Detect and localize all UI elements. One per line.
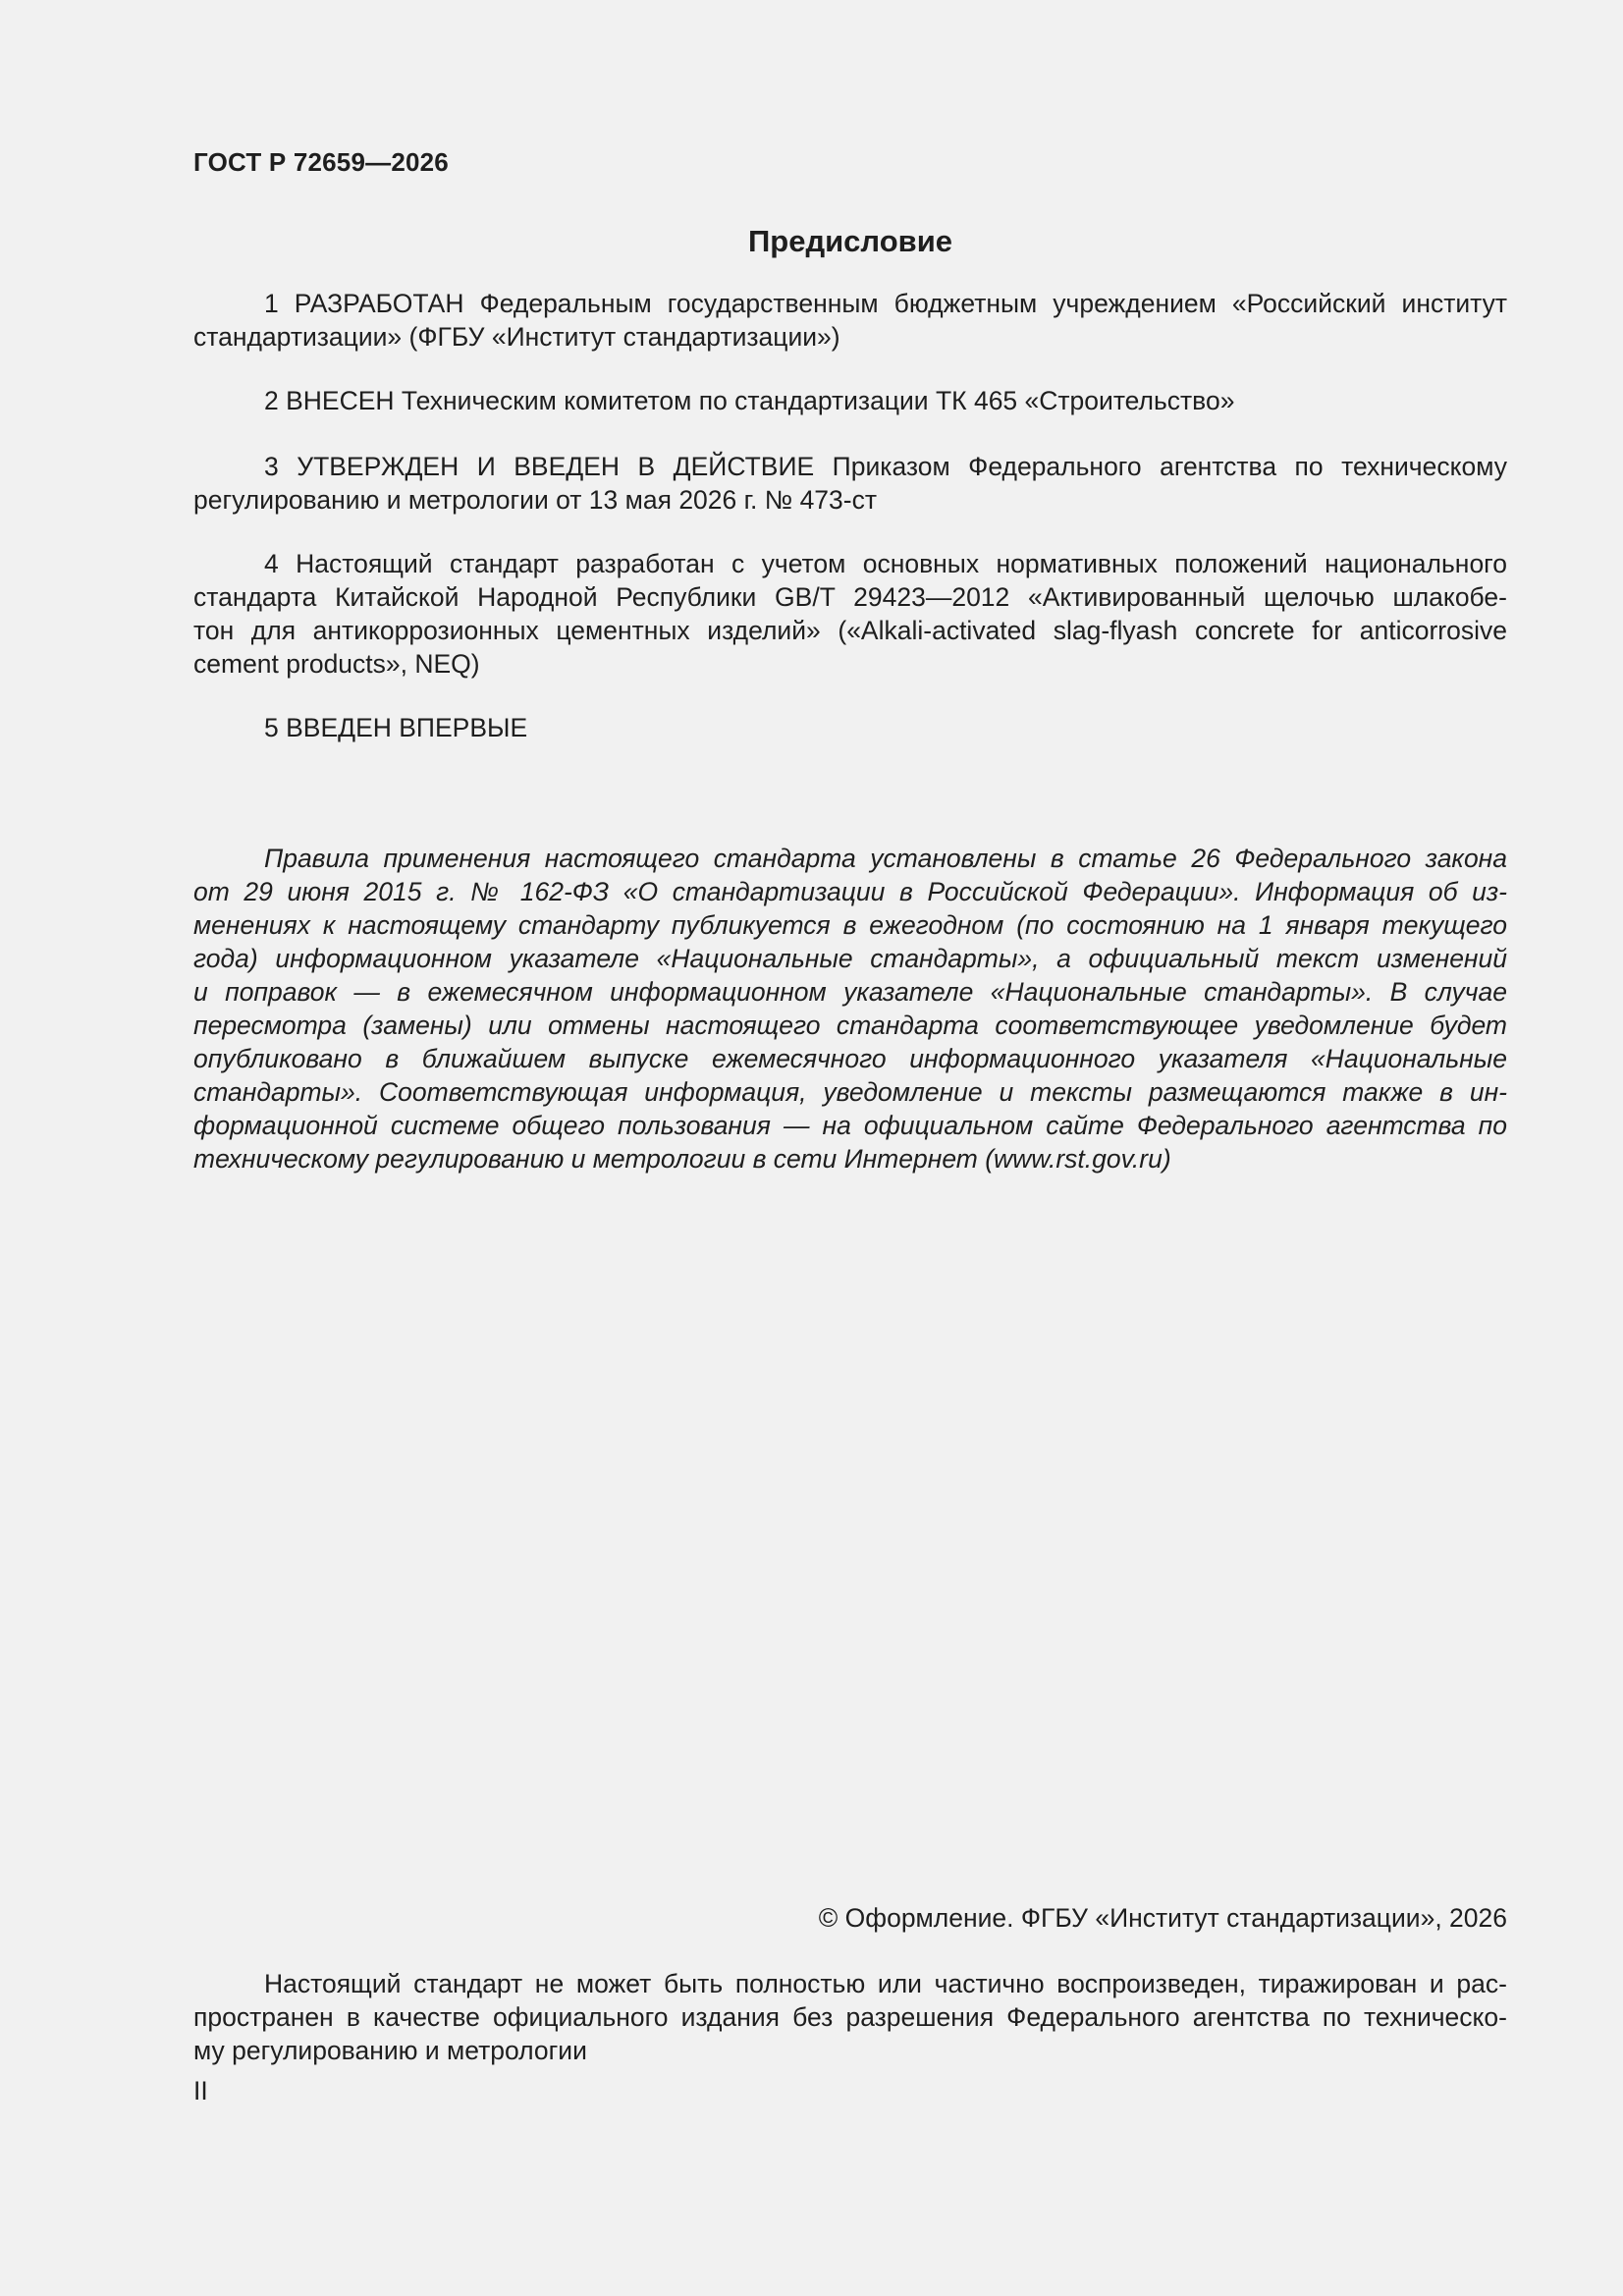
notice-line-6: пересмотра (замены) или отмены настоящего стандарта соответствующее уведомление будет	[193, 1011, 1507, 1040]
preface-item-2-line-1: 2 ВНЕСЕН Техническим комитетом по стандартизации ТК 465 «Строительство»	[264, 386, 1235, 415]
copyright-notice: © Оформление. ФГБУ «Институт стандартизации», 2026	[818, 1903, 1507, 1933]
preface-item-2	[193, 384, 1507, 417]
preface-item-1-line-1: 1 РАЗРАБОТАН Федеральным государственным бюджетным учреждением «Российский институт	[264, 289, 1507, 318]
document-code: ГОСТ Р 72659—2026	[193, 147, 449, 177]
preface-item-5	[193, 711, 1507, 744]
preface-item-4-line-4: cement products», NEQ)	[193, 649, 480, 679]
preface-item-4	[193, 547, 1507, 681]
preface-item-3-line-2: регулированию и метрологии от 13 мая 2026 г. № 473-ст	[193, 485, 878, 515]
notice-line-4: года) информационном указателе «Национальные стандарты», а официальный текст изменений	[193, 944, 1507, 973]
notice-line-9: формационной системе общего пользования — на официальном сайте Федерального агентства по	[193, 1111, 1507, 1140]
rights-line-3: му регулированию и метрологии	[193, 2036, 587, 2065]
application-rules-notice	[193, 842, 1507, 1175]
page-number: II	[193, 2076, 208, 2105]
notice-line-5: и поправок — в ежемесячном информационном указателе «Национальные стандарты». В случае	[193, 977, 1507, 1007]
preface-item-3-line-1: 3 УТВЕРЖДЕН И ВВЕДЕН В ДЕЙСТВИЕ Приказом Федерального агентства по техническому	[264, 452, 1507, 481]
preface-item-5-line-1: 5 ВВЕДЕН ВПЕРВЫЕ	[264, 713, 528, 742]
rights-statement	[193, 1967, 1507, 2067]
notice-line-7: опубликовано в ближайшем выпуске ежемесячного информационного указателя «Национальные	[193, 1044, 1507, 1073]
notice-line-1: Правила применения настоящего стандарта установлены в статье 26 Федерального закона	[264, 844, 1507, 873]
notice-line-8: стандарты». Соответствующая информация, уведомление и тексты размещаются также в ин-	[193, 1077, 1507, 1107]
preface-title: Предисловие	[747, 224, 952, 258]
preface-item-4-line-2: стандарта Китайской Народной Республики GB/T 29423—2012 «Активированный щелочью шлакобе-	[193, 582, 1507, 612]
rights-line-2: пространен в качестве официального издания без разрешения Федерального агентства по техническо-	[193, 2002, 1507, 2032]
rights-line-1: Настоящий стандарт не может быть полностью или частично воспроизведен, тиражирован и рас-	[264, 1969, 1507, 1998]
preface-item-3	[193, 450, 1507, 517]
preface-item-4-line-3: тон для антикоррозионных цементных изделий» («Alkali-activated slag-flyash concrete for anticorrosive	[193, 616, 1507, 645]
preface-item-4-line-1: 4 Настоящий стандарт разработан с учетом основных нормативных положений национального	[264, 549, 1507, 578]
notice-line-10: техническому регулированию и метрологии в сети Интернет (www.rst.gov.ru)	[193, 1144, 1171, 1174]
notice-line-2: от 29 июня 2015 г. № 162-ФЗ «О стандартизации в Российской Федерации». Информация об из-	[193, 877, 1507, 906]
preface-item-1-line-2: стандартизации» (ФГБУ «Институт стандартизации»)	[193, 322, 840, 352]
notice-line-3: менениях к настоящему стандарту публикуется в ежегодном (по состоянию на 1 января текущего	[193, 910, 1507, 940]
preface-item-1	[193, 287, 1507, 354]
